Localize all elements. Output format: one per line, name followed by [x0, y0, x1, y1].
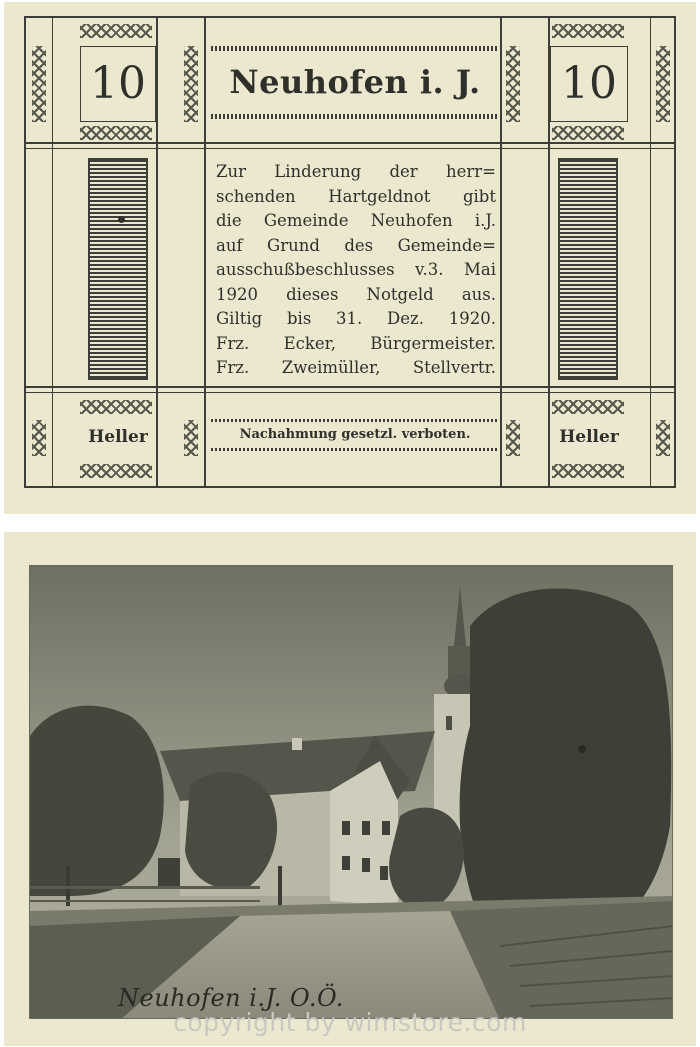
ornament-strip [656, 46, 670, 122]
rule-bottom [24, 386, 676, 388]
title-hatch-bottom [211, 114, 499, 119]
copyright-watermark: copyright by wimstore.com [173, 1008, 527, 1037]
imitation-warning: Nachahmung gesetzl. verboten. [239, 427, 471, 442]
text-line: ausschußbeschlusses v.3. Mai [216, 260, 496, 279]
text-line: Zur Linderung der herr= [216, 162, 496, 181]
ornament-strip [80, 400, 152, 414]
ornament-strip [552, 400, 624, 414]
vrule [500, 16, 502, 488]
note-front [4, 2, 696, 514]
photo-caption: Neuhofen i.J. O.Ö. [118, 984, 344, 1012]
ornament-strip [80, 24, 152, 38]
signature-line: Frz. Ecker, Bürgermeister. [216, 333, 496, 353]
text-line: die Gemeinde Neuhofen i.J. [216, 211, 496, 230]
village-scene-image [30, 566, 673, 1019]
ornament-strip [184, 420, 198, 456]
ornament-strip [80, 126, 152, 140]
rule-bottom-thin [24, 392, 676, 393]
ornament-strip [552, 24, 624, 38]
warning-hatch-top [211, 419, 499, 422]
signature-line: Frz. Zweimüller, Stellvertr. [216, 358, 496, 377]
ornament-strip [32, 46, 46, 122]
unit-label-right: Heller [559, 427, 619, 447]
rule-top-thin [24, 148, 676, 149]
text-line: auf Grund des Gemeinde= [216, 235, 496, 255]
note-title: Neuhofen i. J. [229, 63, 481, 101]
warning-hatch-bottom [211, 448, 499, 451]
text-line: 1920 dieses Notgeld aus. [216, 284, 496, 304]
ornament-strip [552, 126, 624, 140]
striped-panel-right [558, 158, 618, 380]
note-text [216, 160, 496, 381]
vrule [52, 16, 53, 488]
unit-label-left: Heller [88, 427, 148, 447]
punch-hole [118, 216, 125, 223]
vrule [650, 16, 651, 488]
denomination-left: 10 [90, 58, 146, 109]
ornament-strip [656, 420, 670, 456]
rule-top [24, 142, 676, 144]
ornament-strip [506, 420, 520, 456]
denomination-right: 10 [561, 58, 617, 109]
village-photo [29, 565, 673, 1019]
striped-panel-left [88, 158, 148, 380]
ornament-strip [32, 420, 46, 456]
vrule [156, 16, 158, 488]
text-line: Giltig bis 31. Dez. 1920. [216, 309, 496, 328]
ornament-strip [184, 46, 198, 122]
vrule [204, 16, 206, 488]
note-back [4, 532, 696, 1046]
ornament-strip [552, 464, 624, 478]
ornament-strip [506, 46, 520, 122]
ornament-strip [80, 464, 152, 478]
text-line: schenden Hartgeldnot gibt [216, 186, 496, 206]
